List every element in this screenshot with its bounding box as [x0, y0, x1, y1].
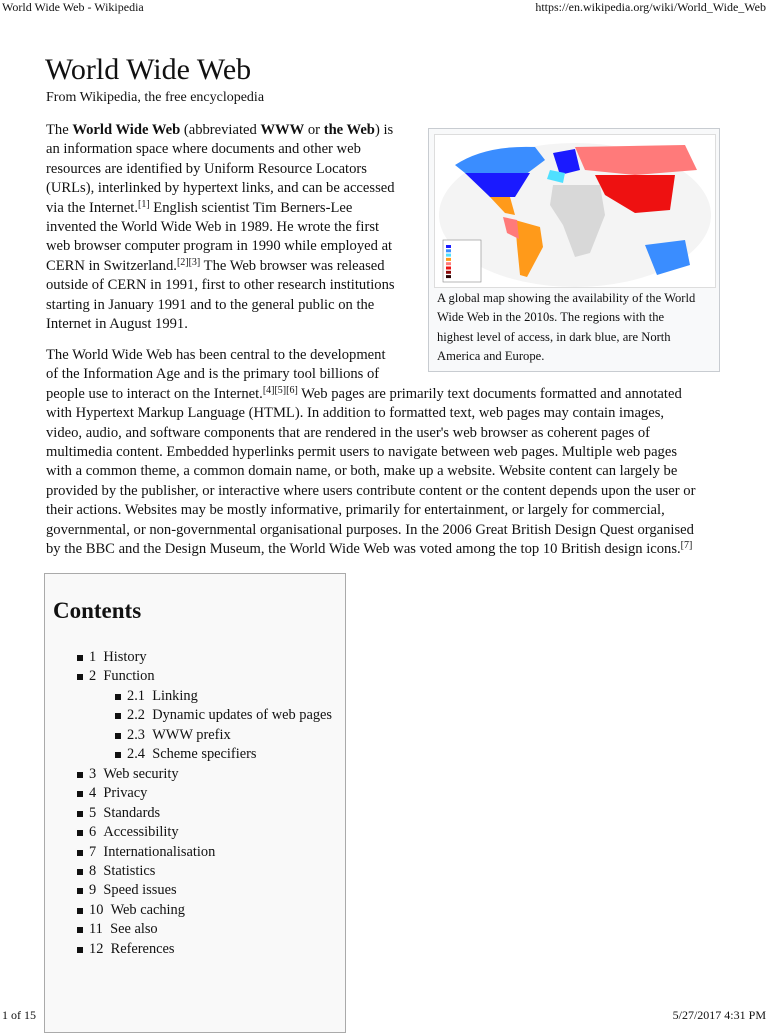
figure-caption — [437, 289, 695, 367]
caption-line: A global map showing the availability of the World — [437, 291, 696, 305]
toc-item[interactable] — [75, 881, 332, 900]
page-title: World Wide Web — [45, 53, 252, 86]
toc-item[interactable] — [75, 843, 332, 862]
toc-label: Dynamic updates of web pages — [152, 707, 333, 724]
world-map-image[interactable] — [434, 134, 716, 288]
toc-label: Web caching — [110, 901, 185, 918]
toc-item[interactable] — [75, 823, 332, 842]
text-line — [46, 482, 695, 501]
toc-label: WWW prefix — [152, 726, 231, 743]
text-run: The — [46, 122, 73, 138]
legend-swatch — [446, 262, 451, 265]
legend-swatch — [446, 271, 451, 274]
toc-number: 2.3 — [127, 726, 145, 743]
toc-label: Privacy — [103, 785, 148, 802]
toc-item[interactable] — [113, 726, 332, 745]
toc-label: Statistics — [103, 862, 156, 879]
text-line — [46, 257, 395, 276]
toc-item[interactable] — [75, 765, 332, 784]
caption-line: America and Europe. — [437, 349, 545, 364]
toc-label: Standards — [103, 804, 161, 821]
legend-swatch — [446, 249, 451, 252]
text-run: invented the World Wide Web in 1989. He wrote the first — [46, 218, 380, 235]
toc-number: 4 — [89, 785, 97, 802]
citation-link[interactable]: [2][3] — [176, 256, 201, 268]
text-run: starting in January 1991 and to the general public on the — [46, 296, 375, 313]
toc-number: 3 — [89, 765, 97, 782]
text-run: English scientist Tim Berners-Lee — [149, 199, 353, 216]
text-line — [46, 424, 695, 443]
intro-paragraph-2 — [46, 346, 695, 559]
toc-label: References — [110, 940, 175, 957]
text-run: video, audio, and software components that are rendered in the user's web browser as coherent pages of — [46, 424, 651, 441]
table-of-contents — [44, 573, 346, 1033]
legend-swatch — [446, 254, 451, 257]
toc-label: Scheme specifiers — [152, 746, 257, 763]
text-run: with a common theme, a common domain name, or both, make up a website. Website content can largely be — [46, 463, 678, 480]
text-run: provided by the publisher, or interactive where users contribute content or the content depends upon the user or — [46, 482, 696, 499]
toc-item[interactable] — [75, 920, 332, 939]
text-run: The Web browser was released — [200, 257, 385, 274]
text-line — [46, 385, 695, 404]
text-run: via the Internet. — [46, 199, 138, 216]
toc-item[interactable] — [113, 745, 332, 764]
toc-number: 12 — [89, 940, 104, 957]
text-line — [46, 179, 395, 198]
text-run: Internet in August 1991. — [46, 315, 188, 332]
text-run: or — [304, 122, 324, 138]
bold-term: World Wide Web — [72, 122, 181, 138]
text-run: (abbreviated — [180, 122, 261, 138]
text-run: an information space where documents and other web — [46, 141, 361, 158]
toc-label: History — [103, 649, 147, 665]
text-line — [46, 160, 395, 179]
toc-number: 5 — [89, 804, 97, 821]
text-line — [46, 443, 695, 462]
legend-swatch — [446, 267, 451, 270]
text-run: resources are identified by Uniform Resource Locators — [46, 160, 367, 177]
page-tagline: From Wikipedia, the free encyclopedia — [46, 90, 265, 105]
print-footer-datetime: 5/27/2017 4:31 PM — [672, 1008, 766, 1022]
toc-label: Function — [103, 668, 155, 685]
print-header-url: https://en.wikipedia.org/wiki/World_Wide_Web — [535, 0, 766, 14]
citation-link[interactable]: [4][5][6] — [262, 384, 298, 396]
text-run: ) is — [374, 122, 394, 138]
text-line — [46, 237, 395, 256]
text-run: their actions. Websites may be mostly informative, primarily for entertainment, or largely for commercial, — [46, 502, 665, 519]
toc-number: 2 — [89, 668, 97, 685]
text-line — [46, 521, 695, 540]
citation-link[interactable]: [1] — [137, 198, 150, 210]
bold-term: WWW — [260, 122, 305, 138]
toc-number: 2.2 — [127, 707, 145, 724]
toc-number: 11 — [89, 921, 103, 938]
text-line — [46, 462, 695, 481]
toc-number: 2.4 — [127, 746, 145, 763]
text-line — [46, 121, 395, 140]
legend-swatch — [446, 245, 451, 248]
toc-label: Speed issues — [103, 882, 177, 899]
text-run: governmental, or non-governmental organisational purposes. In the 2006 Great British Design Quest organised — [46, 521, 694, 538]
text-run: outside of CERN in 1991, first to other research institutions — [46, 277, 395, 294]
toc-number: 2.1 — [127, 687, 145, 704]
legend-swatch — [446, 258, 451, 261]
toc-title: Contents — [53, 598, 142, 623]
text-run: The World Wide Web has been central to the development — [46, 347, 386, 363]
text-line — [46, 540, 695, 559]
text-line — [46, 501, 695, 520]
toc-number: 9 — [89, 882, 97, 899]
text-line — [46, 315, 395, 334]
toc-number: 6 — [89, 824, 97, 841]
toc-item[interactable] — [75, 648, 332, 667]
text-line — [46, 276, 395, 295]
toc-number: 8 — [89, 862, 97, 879]
legend-swatch — [446, 275, 451, 278]
map-region — [575, 145, 697, 175]
toc-label: Linking — [152, 687, 198, 704]
text-line — [46, 199, 395, 218]
map-figure — [428, 128, 720, 372]
text-line — [46, 140, 395, 159]
text-run: of the Information Age and is the primary tool billions of — [46, 366, 380, 383]
toc-number: 7 — [89, 843, 97, 860]
print-footer-page-count: 1 of 15 — [2, 1008, 36, 1022]
caption-line: highest level of access, in dark blue, are North — [437, 329, 671, 344]
intro-paragraph-1 — [46, 121, 395, 334]
text-run: people use to interact on the Internet. — [46, 385, 263, 402]
text-run: with Hypertext Markup Language (HTML). In addition to formatted text, web pages may contain images, — [46, 405, 665, 422]
toc-label: See also — [110, 921, 158, 938]
toc-item[interactable] — [113, 687, 332, 706]
toc-number: 10 — [89, 901, 104, 918]
toc-item[interactable] — [75, 940, 332, 959]
toc-list — [75, 648, 332, 959]
text-line — [46, 404, 695, 423]
toc-item[interactable] — [75, 862, 332, 881]
print-header-title: World Wide Web - Wikipedia — [2, 0, 144, 14]
toc-item[interactable] — [75, 667, 332, 686]
toc-item[interactable] — [113, 706, 332, 725]
text-run: by the BBC and the Design Museum, the World Wide Web was voted among the top 10 British design icons. — [46, 540, 681, 557]
toc-number: 1 — [89, 649, 97, 665]
text-run: Web pages are primarily text documents formatted and annotated — [297, 385, 682, 402]
bold-term: the Web — [323, 122, 375, 138]
text-run: (URLs), interlinked by hypertext links, and can be accessed — [46, 180, 395, 197]
toc-item[interactable] — [75, 901, 332, 920]
caption-line: Wide Web in the 2010s. The regions with the — [437, 310, 665, 325]
text-line — [46, 218, 395, 237]
toc-item[interactable] — [75, 804, 332, 823]
text-run: CERN in Switzerland. — [46, 257, 177, 274]
toc-item[interactable] — [75, 784, 332, 803]
text-run: multimedia content. Embedded hyperlinks permit users to navigate between web pages. Multiple web pages — [46, 443, 678, 460]
citation-link[interactable]: [7] — [680, 539, 693, 551]
toc-label: Accessibility — [103, 824, 179, 841]
toc-label: Internationalisation — [103, 843, 216, 860]
text-run: web browser computer program in 1990 while employed at — [46, 238, 393, 255]
toc-label: Web security — [103, 765, 179, 782]
text-line — [46, 296, 395, 315]
